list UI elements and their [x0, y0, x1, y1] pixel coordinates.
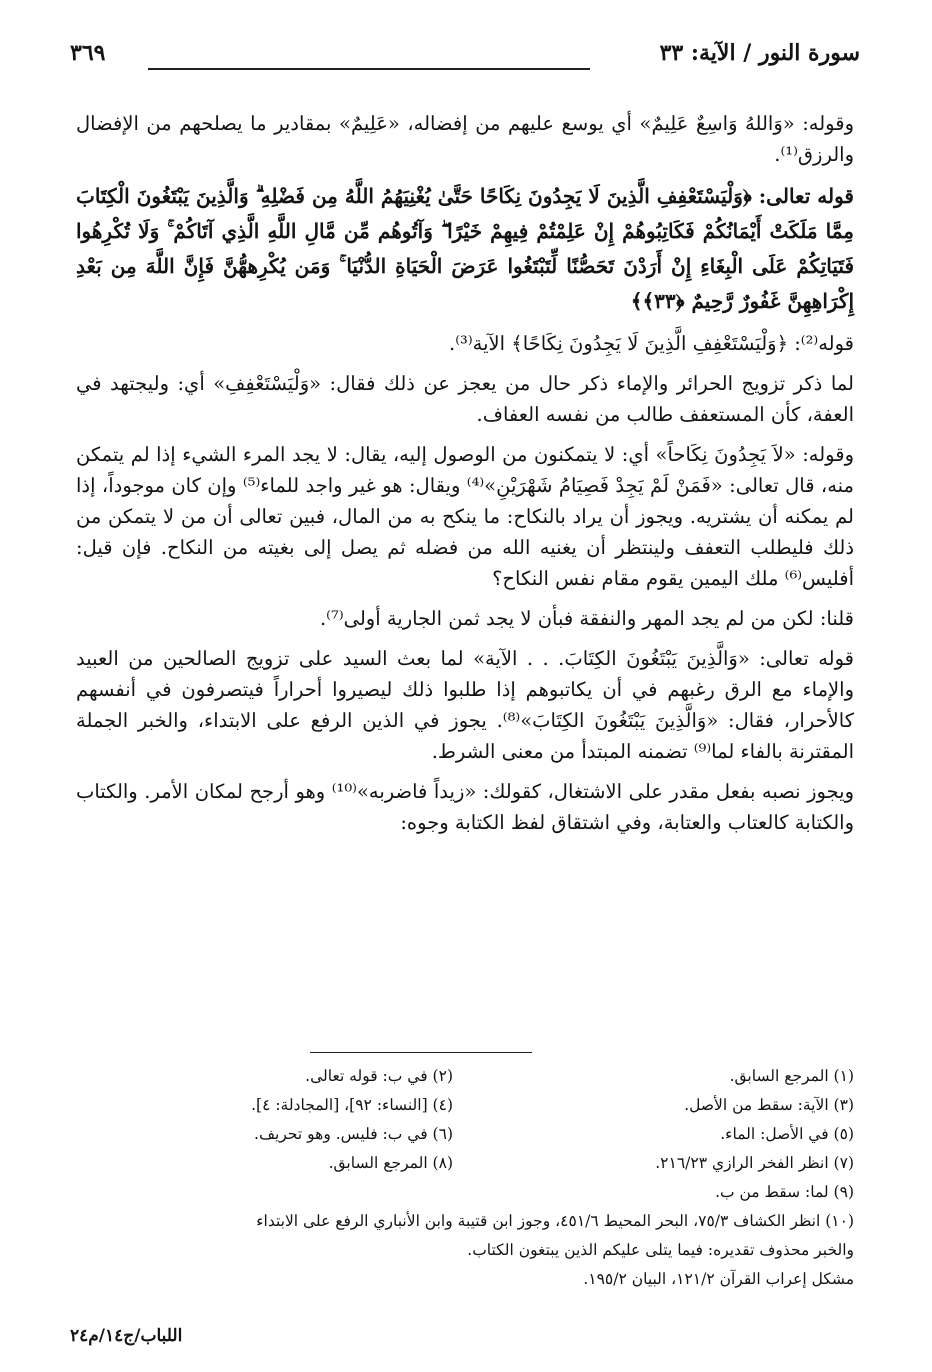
volume-signature: اللباب/ج١٤/م٢٤ [70, 1326, 183, 1346]
paragraph-qulna: قلنا: لكن من لم يجد المهر والنفقة فبأن لا يجد ثمن الجارية أولى⁽⁷⁾. [319, 607, 854, 630]
footnotes [76, 1062, 854, 1294]
footnote-4: (٤) [النساء: ٩٢]، [المجادلة: ٤]. [251, 1096, 453, 1114]
paragraph-istifaf: لما ذكر تزويج الحرائر والإماء ذكر حال من يعجز عن ذلك فقال: «وَلْيَسْتَعْفِفِ» أي: وليجتهد في العفة، كأن المستعفف طالب من نفسه العفاف. [76, 372, 854, 426]
footnote-8: (٨) المرجع السابق. [328, 1154, 453, 1172]
footnote-2: (٢) في ب: قوله تعالى. [305, 1067, 453, 1085]
surah-ayah-heading: سورة النور / الآية: ٣٣ [659, 40, 860, 66]
running-header [70, 40, 860, 76]
page-number: ٣٦٩ [70, 40, 106, 66]
footnote-10-line-1: (١٠) انظر الكشاف ٧٥/٣، البحر المحيط ٤٥١/٦، وجوز ابن قتيبة وابن الأنباري الرفع على الابتداء [256, 1212, 854, 1230]
paragraph-yabtaghun: قوله تعالى: «وَالَّذِينَ يَبْتَغُونَ الكِتَابَ. . . الآية» لما بعث السيد على تزويج الصالحين من العبيد والإماء مع الرق رغبهم في أن يكاتبوهم إذا طلبوا ذلك ليصيروا أحراراً فيتصرفون في أنفسهم كالأحرار، فقال: «وَالَّذِينَ يَبْتَغُونَ الكِتَابَ»⁽⁸⁾. يجوز في الذين الرفع على الابتداء، والخبر الجملة المقترنة بالفاء لما⁽⁹⁾ تضمنه المبتدأ من معنى الشرط. [76, 647, 855, 763]
header-rule [148, 68, 590, 70]
paragraph-nasb: ويجوز نصبه بفعل مقدر على الاشتغال، كقولك: «زيداً فاضربه»⁽¹⁰⁾ وهو أرجح لمكان الأمر. والكتاب والكتابة كالعتاب والعتابة، وفي اشتقاق لفظ الكتابة وجوه: [76, 780, 854, 834]
footnote-10-line-2: والخبر محذوف تقديره: فيما يتلى عليكم الذين يبتغون الكتاب. [467, 1241, 854, 1259]
paragraph-la-yajidun: وقوله: «لاَ يَجِدُونَ نِكَاحاً» أي: لا يتمكنون من الوصول إليه، يقال: لا يجد المرء الشيء إذا لم يتمكن منه، قال تعالى: «فَمَنْ لَمْ يَجِدْ فَصِيَامُ شَهْرَيْنِ»⁽⁴⁾ ويقال: هو غير واجد للماء⁽⁵⁾ وإن كان موجوداً، إذا لم يمكنه أن يشتريه. ويجوز أن يراد بالنكاح: ما ينكح به من المال، فبين تعالى أن من لا يتمكن من ذلك فليطلب التعفف ولينتظر أن يغنيه الله من فضله ثم يصل إلى بغيته من النكاح. فإن قيل: أفليس⁽⁶⁾ ملك اليمين يقوم مقام نفس النكاح؟ [76, 443, 854, 590]
paragraph-wasi-alim: وقوله: «وَاللهُ وَاسِعٌ عَلِيمٌ» أي يوسع عليهم من إفضاله، «عَلِيمٌ» بمقادير ما يصلحهم من الإفضال والرزق⁽¹⁾. [76, 112, 854, 166]
footnote-9: (٩) لما: سقط من ب. [715, 1183, 854, 1201]
quran-verse-33: قوله تعالى: ﴿وَلْيَسْتَعْفِفِ الَّذِينَ لَا يَجِدُونَ نِكَاحًا حَتَّىٰ يُغْنِيَهُمُ اللَّهُ مِن فَضْلِهِ ۗ وَالَّذِينَ يَبْتَغُونَ الْكِتَابَ مِمَّا مَلَكَتْ أَيْمَانُكُمْ فَكَاتِبُوهُمْ إِنْ عَلِمْتُمْ فِيهِمْ خَيْرًا ۖ وَآتُوهُم مِّن مَّالِ اللَّهِ الَّذِي آتَاكُمْ ۚ وَلَا تُكْرِهُوا فَتَيَاتِكُمْ عَلَى الْبِغَاءِ إِنْ أَرَدْنَ تَحَصُّنًا لِّتَبْتَغُوا عَرَضَ الْحَيَاةِ الدُّنْيَا ۚ وَمَن يُكْرِههُّنَّ فَإِنَّ اللَّهَ مِن بَعْدِ إِكْرَاهِهِنَّ غَفُورٌ رَّحِيمٌ ﴿٣٣﴾﴾ [76, 184, 854, 313]
footnote-5: (٥) في الأصل: الماء. [720, 1125, 854, 1143]
main-text [76, 108, 854, 847]
footnote-3: (٣) الآية: سقط من الأصل. [684, 1096, 854, 1114]
footnote-6: (٦) في ب: فليس. وهو تحريف. [254, 1125, 453, 1143]
paragraph-verse-quote: قوله⁽²⁾: ﴿وَلْيَسْتَعْفِفِ الَّذِينَ لَا يَجِدُونَ نِكَاحًا﴾ الآية⁽³⁾. [449, 332, 854, 355]
footnote-7: (٧) انظر الفخر الرازي ٢١٦/٢٣. [655, 1154, 854, 1172]
footnote-10-line-3: مشكل إعراب القرآن ١٢١/٢، البيان ١٩٥/٢. [583, 1270, 854, 1288]
footnote-rule [310, 1052, 532, 1053]
footnote-1: (١) المرجع السابق. [729, 1067, 854, 1085]
